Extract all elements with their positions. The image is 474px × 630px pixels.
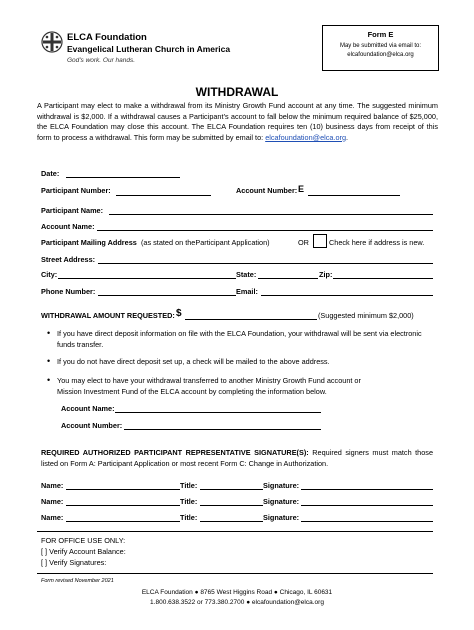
page-title: WITHDRAWAL <box>195 85 279 99</box>
footer-divider <box>37 573 433 574</box>
account-prefix: E <box>298 184 305 194</box>
signer2-signature-label: Signature: <box>263 497 300 506</box>
account-number-label: Account Number: <box>236 186 298 195</box>
signature-heading: REQUIRED AUTHORIZED PARTICIPANT REPRESENTATIVE SIGNATURE(S): <box>41 448 309 457</box>
intro-end: . <box>346 132 349 142</box>
mailing-address-note: (as stated on theParticipant Application) <box>141 238 270 247</box>
signer2-name-field[interactable] <box>66 505 180 506</box>
signature-instructions <box>41 448 433 469</box>
participant-name-label: Participant Name: <box>41 206 104 215</box>
suggested-minimum-note: (Suggested minimum $2,000) <box>318 311 414 320</box>
office-divider <box>37 531 433 532</box>
zip-label: Zip: <box>319 270 333 279</box>
mailing-address-label: Participant Mailing Address <box>41 238 137 247</box>
signer1-name-label: Name: <box>41 481 64 490</box>
city-field[interactable] <box>58 278 236 279</box>
account-number-field[interactable] <box>308 195 400 196</box>
bullet-icon: • <box>47 328 51 338</box>
signer1-signature-field[interactable] <box>301 489 433 490</box>
participant-number-field[interactable] <box>116 195 211 196</box>
signer3-title-field[interactable] <box>200 521 263 522</box>
state-field[interactable] <box>258 278 318 279</box>
city-label: City: <box>41 270 58 279</box>
zip-field[interactable] <box>333 278 433 279</box>
form-revised: Form revised November 2021 <box>41 578 114 584</box>
new-address-checkbox[interactable] <box>313 234 327 248</box>
signer1-title-label: Title: <box>180 481 198 490</box>
signer2-name-label: Name: <box>41 497 64 506</box>
phone-field[interactable] <box>98 295 236 296</box>
bullet-direct-deposit: If you have direct deposit information on file with the ELCA Foundation, your withdrawal will be sent via electronic funds transfer. <box>57 329 422 349</box>
bullet-transfer: You may elect to have your withdrawal transferred to another Ministry Growth Fund account or Mission Investment Fund of the ELCA account by completing the information below. <box>57 376 361 396</box>
footer-address: ELCA Foundation ● 8765 West Higgins Road ● Chicago, IL 60631 <box>141 589 333 596</box>
participant-number-label: Participant Number: <box>41 186 111 195</box>
signer3-signature-label: Signature: <box>263 513 300 522</box>
date-label: Date: <box>41 169 60 178</box>
bullet-icon: • <box>47 375 51 385</box>
elca-cross-logo-icon <box>41 31 63 53</box>
office-verify-signatures: [ ] Verify Signatures: <box>41 558 107 567</box>
office-heading: FOR OFFICE USE ONLY: <box>41 536 126 545</box>
transfer-account-name-field[interactable] <box>115 412 321 413</box>
new-address-label: Check here if address is new. <box>329 238 425 247</box>
submit-note: May be submitted via email to: <box>339 43 422 49</box>
bullet-icon: • <box>47 356 51 366</box>
signer3-name-field[interactable] <box>66 521 180 522</box>
office-verify-balance: [ ] Verify Account Balance: <box>41 547 126 556</box>
signer1-name-field[interactable] <box>66 489 180 490</box>
signature-note: Required signers must match those listed on Form A: Participant Application or most recent Form C: Change in Authorization. <box>41 448 433 468</box>
signer2-title-label: Title: <box>180 497 198 506</box>
intro-paragraph <box>37 101 438 143</box>
or-label: OR <box>298 238 309 247</box>
transfer-account-number-label: Account Number: <box>61 421 123 430</box>
dollar-sign: $ <box>176 308 182 319</box>
signer1-title-field[interactable] <box>200 489 263 490</box>
signer3-title-label: Title: <box>180 513 198 522</box>
transfer-account-number-field[interactable] <box>124 429 321 430</box>
intro-email-link[interactable]: elcafoundation@elca.org <box>265 132 347 142</box>
form-label: Form E <box>367 30 394 39</box>
signer1-signature-label: Signature: <box>263 481 300 490</box>
org-full-name: Evangelical Lutheran Church in America <box>67 44 231 54</box>
state-label: State: <box>236 270 257 279</box>
signer2-signature-field[interactable] <box>301 505 433 506</box>
tagline: God's work. Our hands. <box>67 57 136 64</box>
account-name-label: Account Name: <box>41 222 95 231</box>
participant-name-field[interactable] <box>109 214 433 215</box>
bullet-check-mailed: If you do not have direct deposit set up, a check will be mailed to the above address. <box>57 357 330 366</box>
street-address-label: Street Address: <box>41 255 96 264</box>
email-field[interactable] <box>261 295 433 296</box>
form-label-box <box>322 25 439 71</box>
phone-label: Phone Number: <box>41 287 96 296</box>
withdrawal-amount-label: WITHDRAWAL AMOUNT REQUESTED: <box>41 311 175 320</box>
submit-email: elcafoundation@elca.org <box>347 52 414 58</box>
account-name-field[interactable] <box>97 230 433 231</box>
street-address-field[interactable] <box>98 263 433 264</box>
signer3-signature-field[interactable] <box>301 521 433 522</box>
footer-contact: 1.800.638.3522 or 773.380.2700 ● elcafoundation@elca.org <box>150 599 324 606</box>
org-name: ELCA Foundation <box>67 32 147 43</box>
transfer-account-name-label: Account Name: <box>61 404 115 413</box>
withdrawal-amount-field[interactable] <box>185 319 317 320</box>
email-label: Email: <box>236 287 258 296</box>
signer3-name-label: Name: <box>41 513 64 522</box>
signer2-title-field[interactable] <box>200 505 263 506</box>
date-field[interactable] <box>66 177 180 178</box>
intro-text: A Participant may elect to make a withdrawal from its Ministry Growth Fund account at any time. The suggested minimum withdrawal is $2,000. If a withdrawal causes a Participant’s account to fall below the minimum required balance of $25,000, the ELCA Foundation may close this account. The ELCA Foundation requires ten (10) business days from receipt of this form to process a withdrawal. This form may be submitted by email to: <box>37 101 438 142</box>
